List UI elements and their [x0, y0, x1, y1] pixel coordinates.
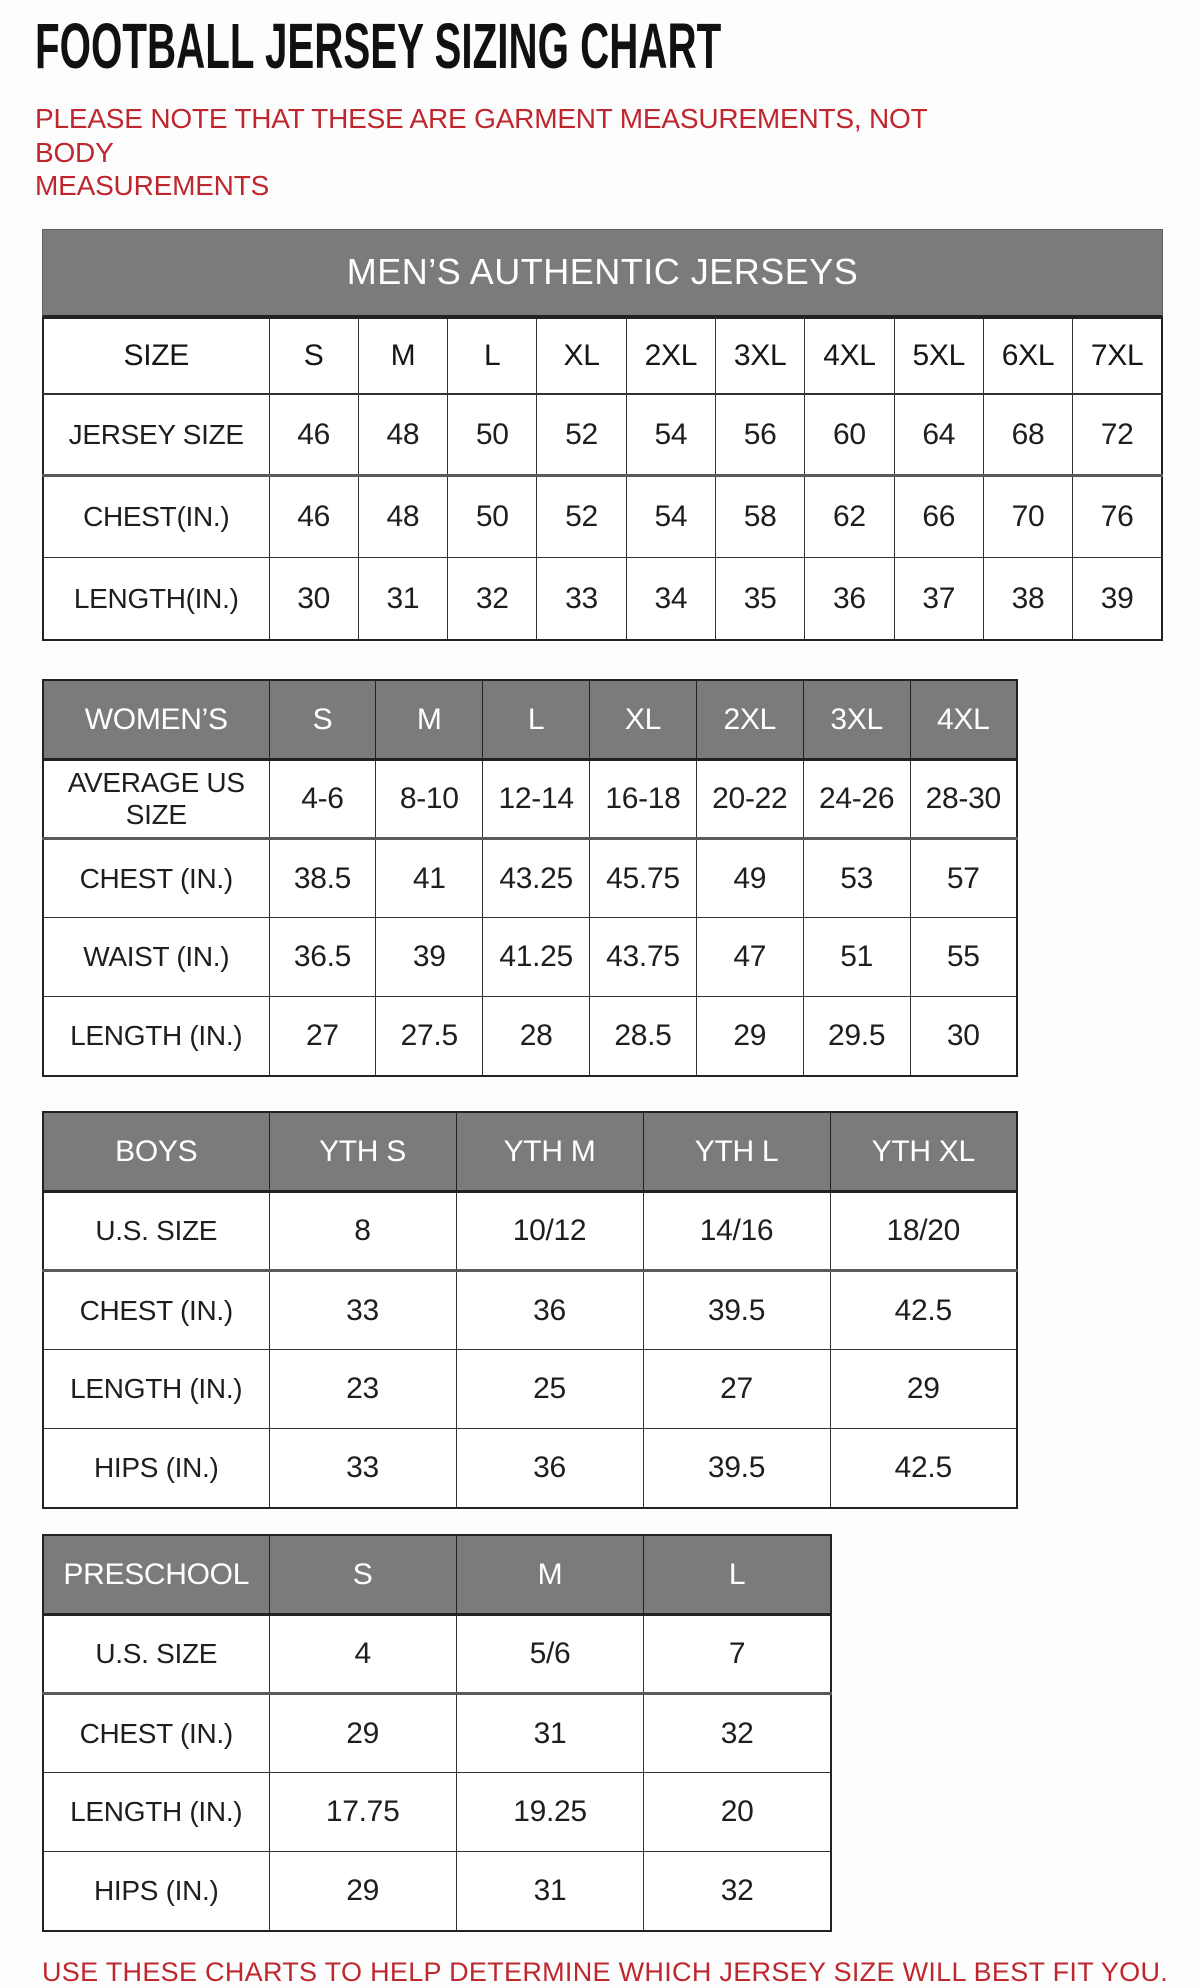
womens-header-label-cell: WOMEN’S — [43, 680, 269, 760]
boys-value-cell: 8 — [269, 1192, 456, 1271]
womens-value-cell: 30 — [910, 997, 1017, 1076]
boys-value-cell: 27 — [643, 1350, 830, 1429]
preschool-size-header-cell: L — [644, 1535, 831, 1615]
mens-value-cell: 62 — [805, 476, 894, 558]
mens-size-header-cell: 4XL — [805, 318, 894, 394]
mens-sizing-table-section — [42, 229, 1200, 641]
mens-size-header-cell: S — [269, 318, 358, 394]
preschool-row-label-cell: CHEST (IN.) — [43, 1694, 269, 1773]
preschool-table — [42, 1534, 832, 1932]
mens-data-row — [43, 558, 1162, 640]
mens-table — [42, 317, 1163, 641]
mens-value-cell: 48 — [358, 476, 447, 558]
boys-data-row — [43, 1192, 1017, 1271]
mens-value-cell: 46 — [269, 394, 358, 476]
mens-size-header-cell: M — [358, 318, 447, 394]
boys-row-label-cell: U.S. SIZE — [43, 1192, 269, 1271]
mens-value-cell: 58 — [715, 476, 804, 558]
mens-value-cell: 60 — [805, 394, 894, 476]
boys-value-cell: 29 — [830, 1350, 1017, 1429]
womens-data-row — [43, 918, 1017, 997]
mens-header-label-cell: SIZE — [43, 318, 269, 394]
preschool-row-label-cell: HIPS (IN.) — [43, 1852, 269, 1931]
womens-size-header-cell: M — [376, 680, 483, 760]
mens-size-header-cell: 2XL — [626, 318, 715, 394]
womens-value-cell: 55 — [910, 918, 1017, 997]
mens-value-cell: 56 — [715, 394, 804, 476]
preschool-size-header-cell: S — [269, 1535, 456, 1615]
womens-value-cell: 29.5 — [803, 997, 910, 1076]
womens-value-cell: 12-14 — [483, 760, 590, 839]
womens-row-label-cell: WAIST (IN.) — [43, 918, 269, 997]
boys-size-header-cell: YTH L — [643, 1112, 830, 1192]
womens-row-label-cell: LENGTH (IN.) — [43, 997, 269, 1076]
garment-note-line-1: PLEASE NOTE THAT THESE ARE GARMENT MEASUREMENTS, NOT BODY — [35, 103, 928, 168]
footer-note: USE THESE CHARTS TO HELP DETERMINE WHICH JERSEY SIZE WILL BEST FIT YOU. — [42, 1956, 1169, 1987]
boys-size-header-cell: YTH S — [269, 1112, 456, 1192]
mens-value-cell: 68 — [983, 394, 1072, 476]
mens-header-row — [43, 318, 1162, 394]
mens-data-row — [43, 394, 1162, 476]
preschool-value-cell: 31 — [456, 1694, 643, 1773]
womens-value-cell: 28 — [483, 997, 590, 1076]
preschool-data-row — [43, 1773, 831, 1852]
womens-value-cell: 28.5 — [590, 997, 697, 1076]
mens-row-label-cell: JERSEY SIZE — [43, 394, 269, 476]
mens-size-header-cell: 5XL — [894, 318, 983, 394]
mens-value-cell: 31 — [358, 558, 447, 640]
boys-data-row — [43, 1350, 1017, 1429]
mens-value-cell: 76 — [1073, 476, 1162, 558]
preschool-value-cell: 4 — [269, 1615, 456, 1694]
womens-value-cell: 20-22 — [696, 760, 803, 839]
mens-data-row — [43, 476, 1162, 558]
boys-row-label-cell: CHEST (IN.) — [43, 1271, 269, 1350]
womens-size-header-cell: XL — [590, 680, 697, 760]
mens-value-cell: 33 — [537, 558, 626, 640]
womens-size-header-cell: 4XL — [910, 680, 1017, 760]
womens-table — [42, 679, 1018, 1077]
boys-header-label-cell: BOYS — [43, 1112, 269, 1192]
boys-value-cell: 39.5 — [643, 1429, 830, 1508]
boys-value-cell: 36 — [456, 1271, 643, 1350]
womens-sizing-table-section — [42, 679, 1200, 1077]
preschool-value-cell: 32 — [644, 1852, 831, 1931]
womens-value-cell: 43.25 — [483, 839, 590, 918]
mens-value-cell: 54 — [626, 476, 715, 558]
womens-value-cell: 57 — [910, 839, 1017, 918]
womens-value-cell: 53 — [803, 839, 910, 918]
mens-value-cell: 39 — [1073, 558, 1162, 640]
boys-header-row — [43, 1112, 1017, 1192]
womens-value-cell: 41.25 — [483, 918, 590, 997]
boys-size-header-cell: YTH XL — [830, 1112, 1017, 1192]
boys-data-row — [43, 1271, 1017, 1350]
mens-value-cell: 46 — [269, 476, 358, 558]
preschool-value-cell: 31 — [456, 1852, 643, 1931]
preschool-value-cell: 29 — [269, 1694, 456, 1773]
mens-value-cell: 54 — [626, 394, 715, 476]
womens-value-cell: 8-10 — [376, 760, 483, 839]
mens-value-cell: 66 — [894, 476, 983, 558]
garment-measurements-note — [35, 102, 935, 203]
page-title: FOOTBALL JERSEY SIZING CHART — [35, 10, 722, 82]
boys-value-cell: 33 — [269, 1271, 456, 1350]
womens-value-cell: 38.5 — [269, 839, 376, 918]
boys-data-row — [43, 1429, 1017, 1508]
mens-size-header-cell: 3XL — [715, 318, 804, 394]
womens-size-header-cell: L — [483, 680, 590, 760]
boys-value-cell: 33 — [269, 1429, 456, 1508]
mens-value-cell: 34 — [626, 558, 715, 640]
womens-data-row — [43, 997, 1017, 1076]
womens-value-cell: 4-6 — [269, 760, 376, 839]
womens-value-cell: 24-26 — [803, 760, 910, 839]
womens-row-label-cell: AVERAGE US SIZE — [43, 760, 269, 839]
womens-row-label-cell: CHEST (IN.) — [43, 839, 269, 918]
boys-value-cell: 39.5 — [643, 1271, 830, 1350]
womens-value-cell: 45.75 — [590, 839, 697, 918]
boys-row-label-cell: HIPS (IN.) — [43, 1429, 269, 1508]
mens-value-cell: 36 — [805, 558, 894, 640]
mens-size-header-cell: 7XL — [1073, 318, 1162, 394]
preschool-header-row — [43, 1535, 831, 1615]
mens-value-cell: 52 — [537, 394, 626, 476]
preschool-header-label-cell: PRESCHOOL — [43, 1535, 269, 1615]
boys-value-cell: 23 — [269, 1350, 456, 1429]
womens-value-cell: 16-18 — [590, 760, 697, 839]
preschool-value-cell: 19.25 — [456, 1773, 643, 1852]
womens-header-row — [43, 680, 1017, 760]
womens-value-cell: 41 — [376, 839, 483, 918]
mens-value-cell: 72 — [1073, 394, 1162, 476]
mens-value-cell: 38 — [983, 558, 1072, 640]
preschool-size-header-cell: M — [456, 1535, 643, 1615]
mens-value-cell: 52 — [537, 476, 626, 558]
garment-note-line-2: MEASUREMENTS — [35, 170, 270, 202]
mens-value-cell: 30 — [269, 558, 358, 640]
mens-table-banner: MEN’S AUTHENTIC JERSEYS — [42, 229, 1163, 317]
womens-value-cell: 27 — [269, 997, 376, 1076]
boys-value-cell: 14/16 — [643, 1192, 830, 1271]
womens-value-cell: 39 — [376, 918, 483, 997]
mens-row-label-cell: LENGTH(IN.) — [43, 558, 269, 640]
preschool-value-cell: 7 — [644, 1615, 831, 1694]
mens-size-header-cell: L — [448, 318, 537, 394]
womens-value-cell: 43.75 — [590, 918, 697, 997]
preschool-value-cell: 20 — [644, 1773, 831, 1852]
boys-value-cell: 10/12 — [456, 1192, 643, 1271]
boys-sizing-table-section — [42, 1111, 1200, 1509]
womens-size-header-cell: 3XL — [803, 680, 910, 760]
preschool-value-cell: 32 — [644, 1694, 831, 1773]
preschool-value-cell: 29 — [269, 1852, 456, 1931]
preschool-value-cell: 17.75 — [269, 1773, 456, 1852]
womens-size-header-cell: S — [269, 680, 376, 760]
womens-data-row — [43, 839, 1017, 918]
womens-value-cell: 28-30 — [910, 760, 1017, 839]
preschool-row-label-cell: U.S. SIZE — [43, 1615, 269, 1694]
mens-value-cell: 35 — [715, 558, 804, 640]
boys-value-cell: 18/20 — [830, 1192, 1017, 1271]
preschool-data-row — [43, 1694, 831, 1773]
mens-value-cell: 32 — [448, 558, 537, 640]
womens-value-cell: 36.5 — [269, 918, 376, 997]
boys-table — [42, 1111, 1018, 1509]
womens-size-header-cell: 2XL — [696, 680, 803, 760]
preschool-data-row — [43, 1615, 831, 1694]
preschool-sizing-table-section — [42, 1534, 1200, 1932]
boys-size-header-cell: YTH M — [456, 1112, 643, 1192]
womens-value-cell: 27.5 — [376, 997, 483, 1076]
preschool-data-row — [43, 1852, 831, 1931]
mens-size-header-cell: XL — [537, 318, 626, 394]
boys-value-cell: 25 — [456, 1350, 643, 1429]
preschool-value-cell: 5/6 — [456, 1615, 643, 1694]
boys-value-cell: 42.5 — [830, 1429, 1017, 1508]
boys-value-cell: 42.5 — [830, 1271, 1017, 1350]
womens-data-row — [43, 760, 1017, 839]
mens-value-cell: 48 — [358, 394, 447, 476]
mens-size-header-cell: 6XL — [983, 318, 1072, 394]
womens-value-cell: 29 — [696, 997, 803, 1076]
mens-value-cell: 50 — [448, 394, 537, 476]
womens-value-cell: 49 — [696, 839, 803, 918]
preschool-row-label-cell: LENGTH (IN.) — [43, 1773, 269, 1852]
mens-value-cell: 70 — [983, 476, 1072, 558]
mens-value-cell: 64 — [894, 394, 983, 476]
womens-value-cell: 51 — [803, 918, 910, 997]
mens-value-cell: 37 — [894, 558, 983, 640]
boys-row-label-cell: LENGTH (IN.) — [43, 1350, 269, 1429]
womens-value-cell: 47 — [696, 918, 803, 997]
boys-value-cell: 36 — [456, 1429, 643, 1508]
mens-row-label-cell: CHEST(IN.) — [43, 476, 269, 558]
mens-value-cell: 50 — [448, 476, 537, 558]
